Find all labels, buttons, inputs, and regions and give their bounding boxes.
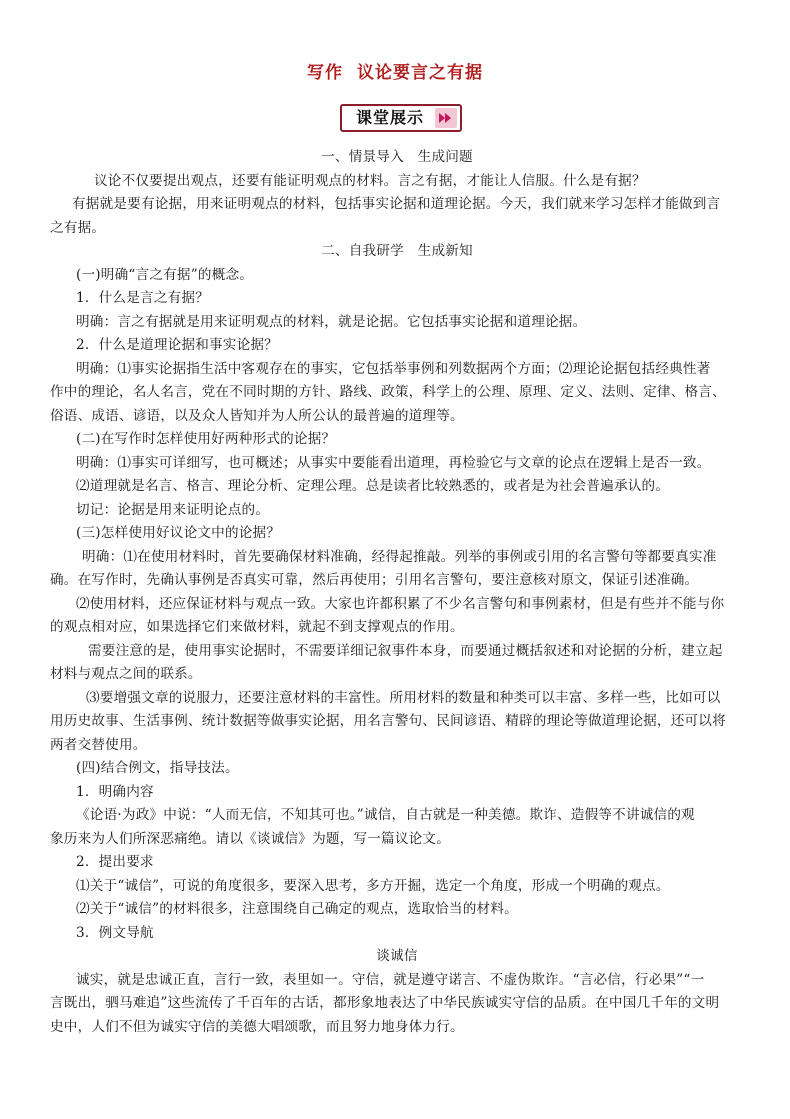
text-line: 有据就是要有论据，用来证明观点的材料，包括事实论据和道理论据。今天，我们就来学习怎样才能做到言 <box>72 196 721 212</box>
text-line: 3．例文导航 <box>76 924 154 941</box>
text-line: 用历史故事、生活事例、统计数据等做事实论据，用名言警句、民间谚语、精辟的理论等做道理论据，还可以将 <box>50 713 726 729</box>
banner-label: 课堂展示 <box>355 108 424 127</box>
text-line: 之有据。 <box>50 219 106 236</box>
text-line: (一)明确“言之有据”的概念。 <box>76 266 254 283</box>
text-line: 2．什么是道理论据和事实论据？ <box>76 337 278 353</box>
text-line: ⑵使用材料，还应保证材料与观点一致。大家也许都积累了不少名言警句和事例素材，但是有些并不能与你 <box>76 595 725 612</box>
text-line: (二)在写作时怎样使用好两种形式的论据？ <box>76 431 336 447</box>
body-text <box>50 146 744 1039</box>
text-line: 作中的理论，名人名言，党在不同时期的方针、路线、政策，科学上的公理、原理、定义、法则、定律、格言、 <box>50 384 726 400</box>
text-line: 明确：⑴事实论据指生活中客观存在的事实，它包括举事例和列数据两个方面；⑵理论论据包括经典性著 <box>76 360 711 377</box>
text-line: 明确：⑴事实可详细写，也可概述；从事实中要能看出道理，再检验它与文章的论点在逻辑上是否一致。 <box>76 454 711 471</box>
title-part-2: 议论要言之有据 <box>357 63 483 83</box>
text-line: 的观点相对应，如果选择它们来做材料，就起不到支撑观点的作用。 <box>50 619 464 635</box>
text-line: 《论语·为政》中说：“人而无信，不知其可也。”诚信，自古就是一种美德。欺诈、造假等不讲诚信的观 <box>76 807 695 823</box>
text-line: 史中，人们不但为诚实守信的美德大唱颂歌，而且努力地身体力行。 <box>50 1018 464 1035</box>
text-line: 明确：⑴在使用材料时，首先要确保材料准确，经得起推敲。列举的事例或引用的名言警句等都要真实准 <box>82 548 717 565</box>
text-line: 诚实，就是忠诚正直，言行一致，表里如一。守信，就是遵守诺言、不虚伪欺诈。“言必信，行必果”“一 <box>76 971 705 988</box>
text-line: 俗语、成语、谚语，以及众人皆知并为人所公认的最普遍的道理等。 <box>50 407 464 424</box>
text-line: 材料与观点之间的联系。 <box>50 666 202 682</box>
text-line: 2．提出要求 <box>76 854 154 870</box>
double-arrow-icon <box>435 108 457 128</box>
page-title <box>0 58 790 83</box>
text-line: (四)结合例文，指导技法。 <box>76 760 239 776</box>
text-line: 切记：论据是用来证明论点的。 <box>76 501 270 518</box>
text-line: 一、情景导入 生成问题 <box>321 149 473 165</box>
text-line: (三)怎样使用好议论文中的论据？ <box>76 525 281 541</box>
text-line: 1．什么是言之有据？ <box>76 290 209 306</box>
text-line: ⑶要增强文章的说服力，还要注意材料的丰富性。所用材料的数量和种类可以丰富、多样一些，比如可以 <box>86 689 721 706</box>
text-line: ⑵关于“诚信”的材料很多，注意围绕自己确定的观点，选取恰当的材料。 <box>76 901 518 917</box>
text-line: 谈诚信 <box>376 948 418 964</box>
text-line: 明确：言之有据就是用来证明观点的材料，就是论据。它包括事实论据和道理论据。 <box>76 313 587 330</box>
text-line: 两者交替使用。 <box>50 736 147 753</box>
section-banner <box>340 104 462 132</box>
text-line: ⑵道理就是名言、格言、理论分析、定理公理。总是读者比较熟悉的，或者是为社会普遍承认的。 <box>76 478 670 494</box>
text-line: 言既出，驷马难追”这些流传了千百年的古话，都形象地表达了中华民族诚实守信的品质。在中国几千年的文明 <box>50 995 720 1011</box>
text-line: 1．明确内容 <box>76 783 154 800</box>
title-part-1: 写作 <box>307 63 343 83</box>
text-line: ⑴关于“诚信”，可说的角度很多，要深入思考，多方开掘，选定一个角度，形成一个明确的观点。 <box>76 877 670 894</box>
text-line: 需要注意的是，使用事实论据时，不需要详细记叙事件本身，而要通过概括叙述和对论据的分析，建立起 <box>88 642 723 659</box>
text-line: 确。在写作时，先确认事例是否真实可靠，然后再使用；引用名言警句，要注意核对原文，保证引述准确。 <box>50 572 699 588</box>
text-line: 议论不仅要提出观点，还要有能证明观点的材料。言之有据，才能让人信服。什么是有据？ <box>94 172 646 189</box>
text-line: 象历来为人们所深恶痛绝。请以《谈诚信》为题，写一篇议论文。 <box>50 830 451 847</box>
text-line: 二、自我研学 生成新知 <box>321 243 473 259</box>
